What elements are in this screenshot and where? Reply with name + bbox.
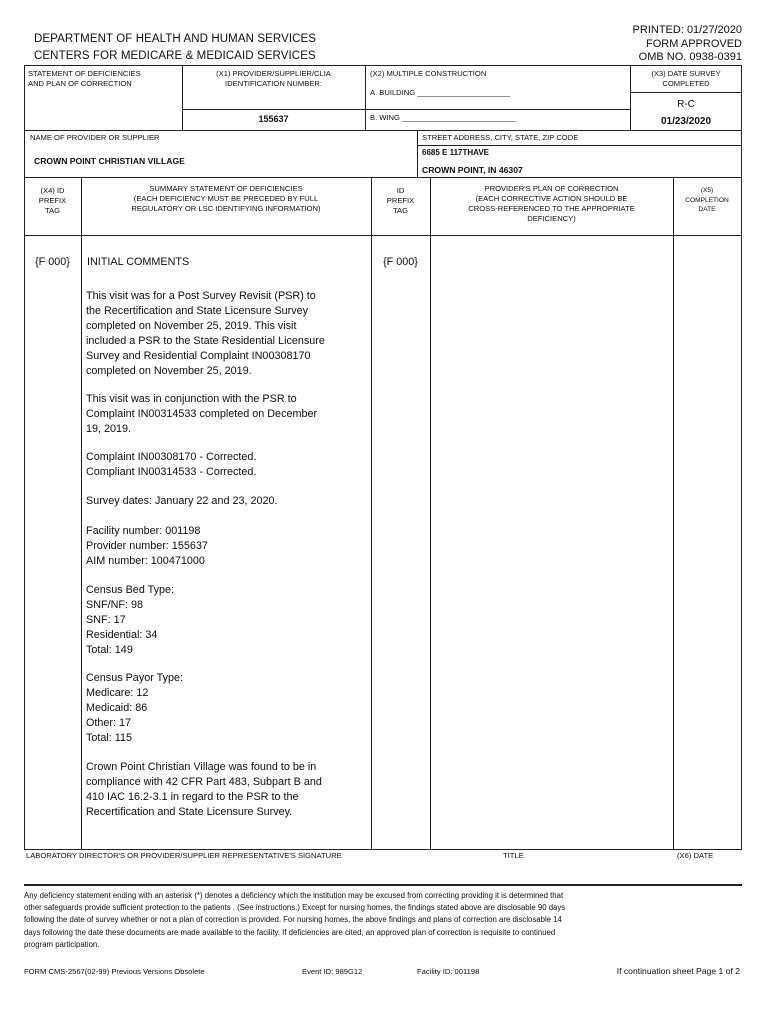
title-label: TITLE [503, 851, 524, 860]
summary-header: SUMMARY STATEMENT OF DEFICIENCIES (EACH DEFICIENCY MUST BE PRECEDED BY FULL REGULATORY OR LSC IDENTIFYING INFORMATION) [131, 184, 321, 213]
divider [417, 145, 742, 146]
date-label: (X6) DATE [677, 851, 714, 860]
x1-label: (X1) PROVIDER/SUPPLIER/CLIA IDENTIFICATION NUMBER: [216, 69, 331, 88]
divider [371, 177, 372, 849]
divider [365, 65, 366, 131]
department-title: DEPARTMENT OF HEALTH AND HUMAN SERVICES [34, 33, 317, 45]
divider [24, 884, 742, 886]
divider [417, 131, 418, 177]
address-city: CROWN POINT, IN 46307 [422, 165, 523, 175]
paragraph-survey-dates: Survey dates: January 22 and 23, 2020. [86, 495, 278, 507]
divider [81, 177, 82, 849]
form-number: FORM CMS-2567(02-99) Previous Versions Obsolete [24, 967, 205, 976]
divider [365, 109, 630, 110]
form-approved: FORM APPROVED [646, 38, 742, 50]
paragraph-compliance: Crown Point Christian Village was found to be in compliance with 42 CFR Part 483, Subpart B and 410 IAC 16.2-3.1 in regard to the PSR to the Recertification and State Licensure Survey. [86, 761, 322, 818]
facility-id: Facility ID: 001198 [417, 967, 480, 976]
tag-left: {F 000} [35, 256, 70, 268]
paragraph-numbers: Facility number: 001198 Provider number: 155637 AIM number: 100471000 [86, 525, 208, 567]
divider [182, 109, 365, 110]
provider-name: CROWN POINT CHRISTIAN VILLAGE [34, 156, 185, 166]
divider [24, 236, 25, 849]
id-header: ID PREFIX TAG [386, 186, 415, 215]
tag-right: {F 000} [383, 256, 418, 268]
printed-date: PRINTED: 01/27/2020 [632, 24, 742, 36]
divider [430, 177, 431, 849]
paragraph-conjunction: This visit was in conjunction with the PSR to Complaint IN00314533 completed on December 19, 2019. [86, 393, 318, 435]
divider [741, 236, 742, 849]
wing-field: B. WING ___________________________ [370, 113, 517, 122]
signature-label: LABORATORY DIRECTOR'S OR PROVIDER/SUPPLIER REPRESENTATIVE'S SIGNATURE [26, 851, 342, 860]
divider [24, 131, 25, 177]
provider-id-number: 155637 [258, 114, 289, 124]
divider [673, 177, 674, 849]
address-label: STREET ADDRESS, CITY, STATE, ZIP CODE [422, 133, 579, 142]
continuation-sheet: If continuation sheet Page 1 of 2 [616, 966, 740, 976]
paragraph-complaints: Complaint IN00308170 - Corrected. Compliant IN00314533 - Corrected. [86, 451, 257, 478]
x5-header: (X5) COMPLETION DATE [685, 187, 729, 213]
building-field: A. BUILDING ______________________ [370, 88, 511, 97]
x2-label: (X2) MULTIPLE CONSTRUCTION [370, 69, 487, 78]
centers-title: CENTERS FOR MEDICARE & MEDICAID SERVICES [34, 50, 316, 62]
omb-number: OMB NO. 0938-0391 [638, 51, 742, 63]
plan-header: PROVIDER'S PLAN OF CORRECTION (EACH CORRECTIVE ACTION SHOULD BE CROSS-REFERENCED TO THE APPROPRIATE DEFICIENCY) [468, 184, 635, 223]
provider-name-label: NAME OF PROVIDER OR SUPPLIER [30, 133, 160, 142]
survey-date: 01/23/2020 [660, 116, 712, 127]
x3-label: (X3) DATE SURVEY COMPLETED [651, 69, 721, 88]
paragraph-census-payor: Census Payor Type: Medicare: 12 Medicaid: 86 Other: 17 Total: 115 [86, 672, 184, 744]
paragraph-census-bed: Census Bed Type: SNF/NF: 98 SNF: 17 Residential: 34 Total: 149 [86, 584, 175, 656]
disclosure-note: Any deficiency statement ending with an asterisk (*) denotes a deficiency which the institution may be excused from correcting providing it is determined that other safeguards provide sufficient protection to the patients . (See instructions.) Except for nursing homes, the findings stated above are disclosable 90 days following the date of survey whether or not a plan of correction is provided. For nursing homes, the above findings and plans of correction are disclosable 14 days following the date these documents are made available to the facility. If deficiencies are cited, an approved plan of correction is requisite to continued program participation. [24, 891, 566, 949]
divider [24, 849, 742, 850]
x4-header: (X4) ID PREFIX TAG [38, 186, 67, 215]
paragraph-psr: This visit was for a Post Survey Revisit (PSR) to the Recertification and State Licensure Survey completed on November 25, 2019. This visit included a PSR to the State Residential Licensure Survey and Residential Complaint IN00308170 completed on November 25, 2019. [86, 290, 325, 377]
entry-heading: INITIAL COMMENTS [87, 256, 190, 268]
address-street: 6685 E 117THAVE [422, 148, 490, 157]
divider [741, 131, 742, 177]
divider [630, 92, 742, 93]
survey-rc: R-C [677, 99, 695, 110]
statement-label: STATEMENT OF DEFICIENCIES AND PLAN OF CORRECTION [28, 69, 141, 88]
event-id: Event ID: 989G12 [302, 967, 363, 976]
